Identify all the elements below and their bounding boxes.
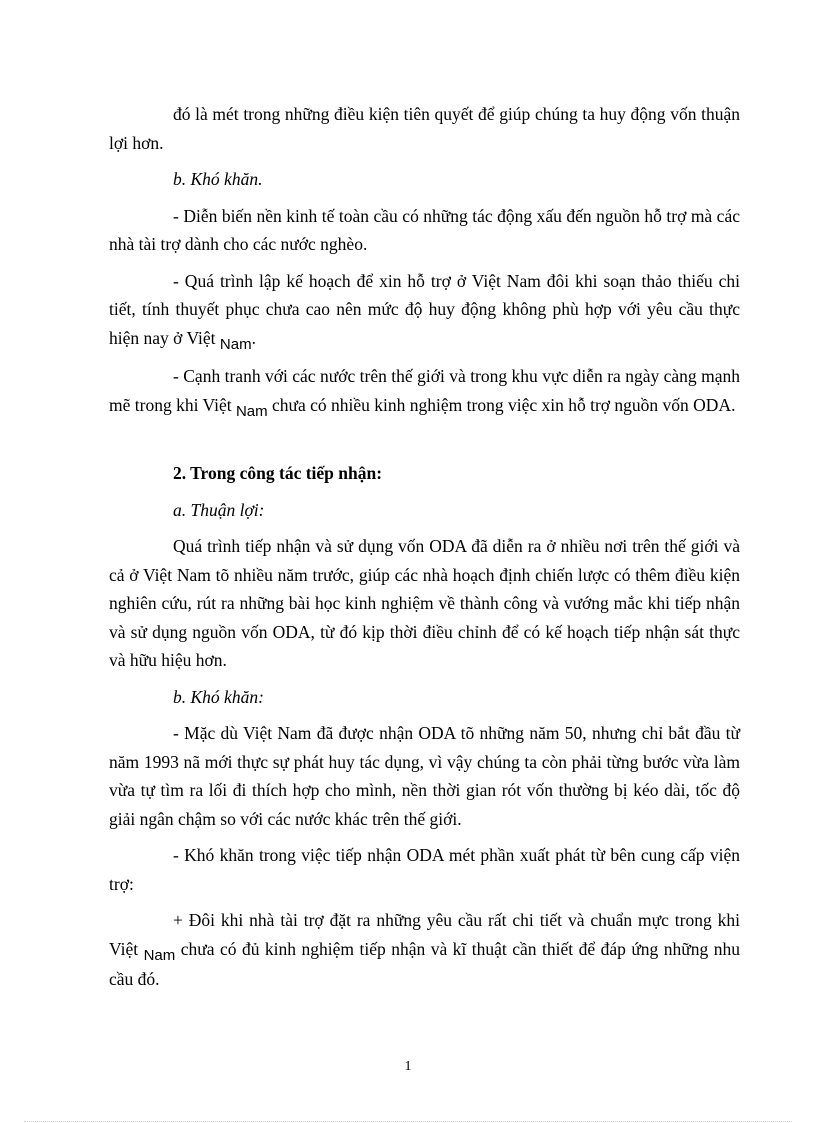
paragraph-planning-process	[109, 267, 740, 355]
page-number: 1	[404, 1059, 412, 1074]
paragraph-donor-side: - Khó khăn trong việc tiếp nhận ODA mét phần xuất phát từ bên cung cấp viện trợ:	[109, 845, 740, 894]
text-run: chưa có đủ kinh nghiệm tiếp nhận và kĩ thuật cần thiết để đáp ứng những nhu cầu đó.	[109, 938, 740, 989]
subheading-b-difficulties: b. Khó khăn.	[173, 169, 263, 189]
paragraph-continuation: đó là mét trong những điều kiện tiên quyết để giúp chúng ta huy động vốn thuận lợi hơn.	[109, 104, 740, 153]
paragraph-since-1950s: - Mặc dù Việt Nam đã được nhận ODA tõ những năm 50, nhưng chỉ bắt đầu từ năm 1993 nã mới thực sự phát huy tác dụng, vì vậy chúng ta còn phải từng bước vừa làm vừa tự tìm ra lối đi thích hợp cho mình, nền thời gian rót vốn thường bị kéo dài, tốc độ giải ngân chậm so với các nước khác trên thế giới.	[109, 723, 740, 829]
text-run-nam: Nam	[143, 946, 176, 964]
paragraph-global-economy: - Diễn biến nền kinh tế toàn cầu có những tác động xấu đến nguồn hỗ trợ mà các nhà tài trợ dành cho các nước nghèo.	[109, 205, 740, 254]
text-run: .	[251, 327, 256, 348]
text-run-nam: Nam	[219, 335, 252, 353]
page-bottom-border	[24, 1121, 792, 1122]
text-column	[109, 0, 740, 994]
text-run: + Đôi khi nhà tài trợ đặt ra những yêu cầu rất chi tiết và chuẩn mực trong khi Việt	[109, 910, 740, 959]
text-run: chưa có nhiều kinh nghiệm trong việc xin hỗ trợ nguồn vốn ODA.	[267, 394, 736, 415]
paragraph-donor-requirements	[109, 906, 740, 994]
paragraph-reception-process: Quá trình tiếp nhận và sử dụng vốn ODA đã diễn ra ở nhiều nơi trên thế giới và cả ở Việt Nam tõ nhiều năm trước, giúp các nhà hoạch định chiến lược có thêm điều kiện nghiên cứu, rút ra những bài học kinh nghiệm về thành công và vướng mắc khi tiếp nhận và sử dụng nguồn vốn ODA, từ đó kịp thời điều chỉnh để có kế hoạch tiếp nhận sát thực và hữu hiệu hơn.	[109, 536, 740, 670]
paragraph-competition	[109, 362, 740, 421]
subheading-b-difficulties-2: b. Khó khăn:	[173, 686, 264, 707]
text-run: - Quá trình lập kế hoạch để xin hỗ trợ ở Việt Nam đôi khi soạn thảo thiếu chi tiết, tính thuyết phục chưa cao nên mức độ huy động không phù hợp với yêu cầu thực hiện nay ở Việt	[109, 270, 740, 348]
text-run: - Cạnh tranh với các nước trên thế giới và trong khu vực diễn ra ngày càng mạnh mẽ trong khi Việt	[109, 366, 740, 415]
subheading-a-advantages: a. Thuận lợi:	[173, 499, 265, 520]
text-run-nam: Nam	[235, 402, 268, 420]
section-heading-2: 2. Trong công tác tiếp nhận:	[173, 463, 383, 483]
